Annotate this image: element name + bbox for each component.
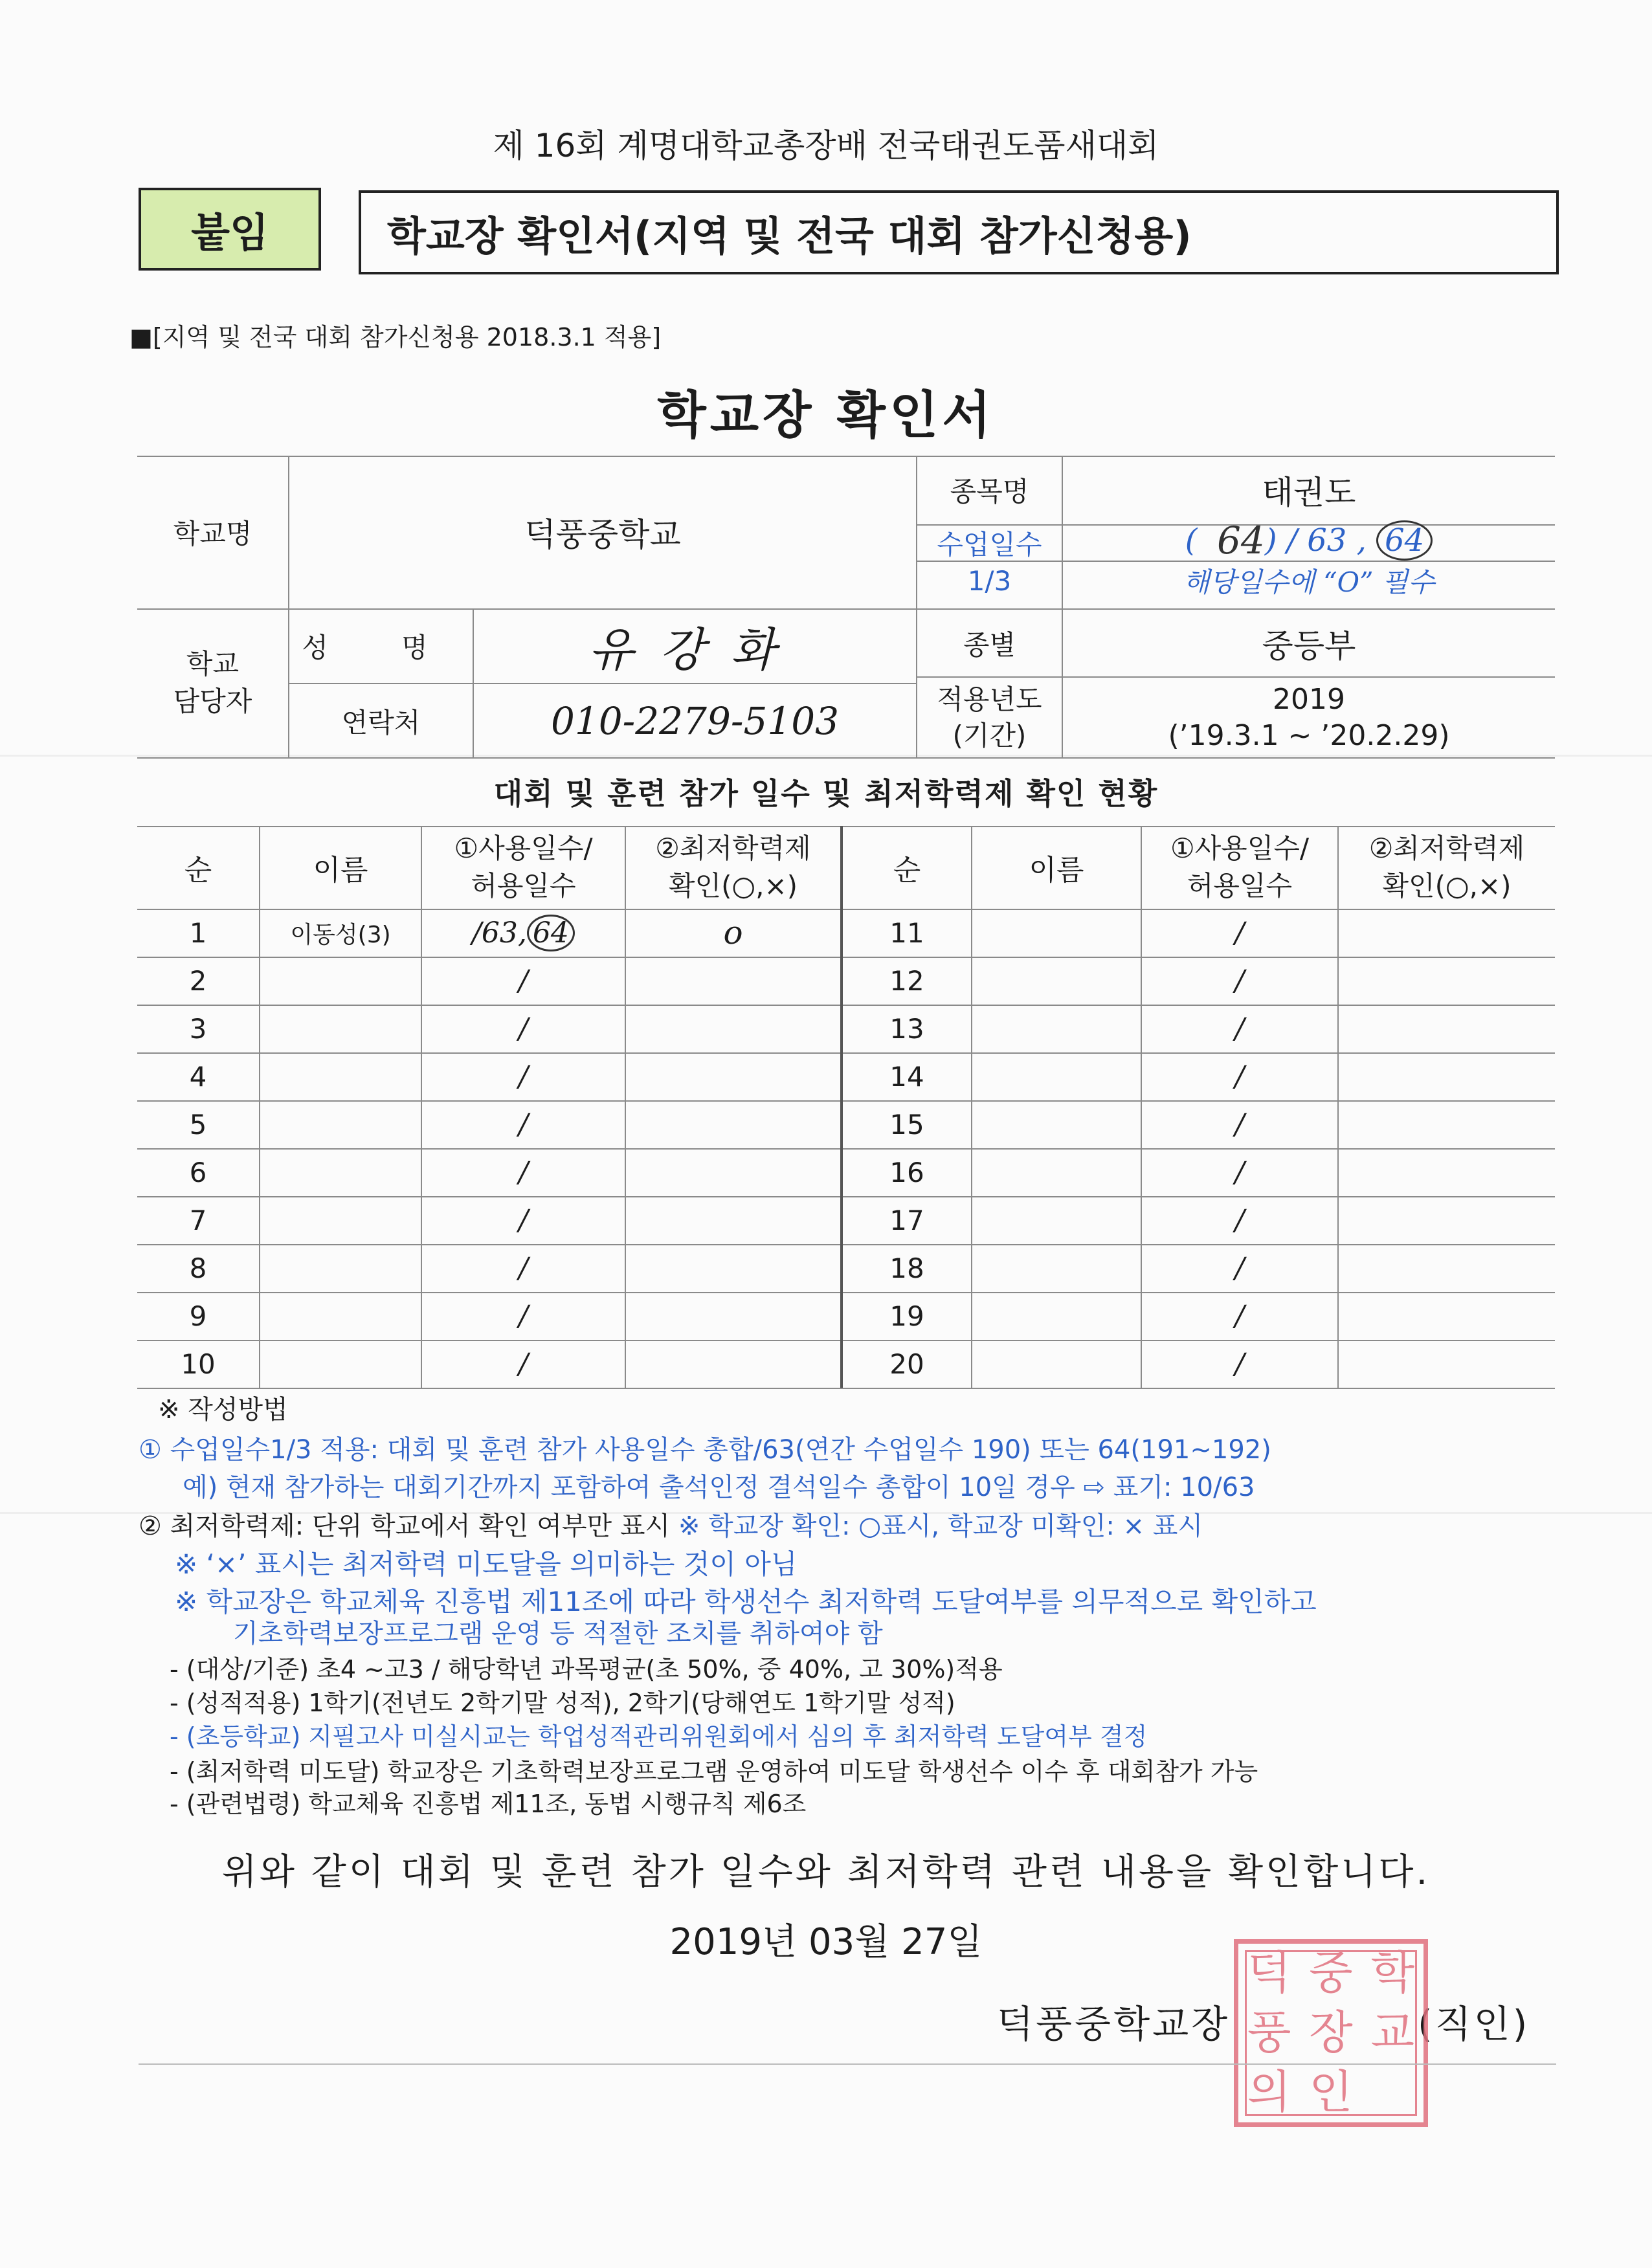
row-name [972,1292,1141,1340]
school-name-value: 덕풍중학교 [524,516,681,553]
circled-days: 64 [527,915,575,951]
row-check: o [723,914,743,951]
row-days: / [519,1251,528,1285]
row-days: / [1234,1060,1245,1093]
school-days-value: ( 64 ) / 63 , 64 [1063,520,1555,561]
row-number: 5 [189,1108,207,1140]
header-check: ②최저학력제 확인(○,×) [655,832,811,902]
note-1-line-1: ① 수업일수1/3 적용: 대회 및 훈련 참가 사용일수 총합/63(연간 수업일수 190) 또는 64(191~192) [139,1435,1271,1465]
notes-heading: ※ 작성방법 [158,1395,288,1425]
row-check [1339,1292,1555,1340]
row-days: / [1234,1251,1245,1285]
row-name [260,1100,421,1148]
row-name [972,1340,1141,1388]
row-name [972,1244,1141,1292]
row-number: 6 [189,1156,207,1188]
note-dash-3: - (초등학교) 지필고사 미실시교는 학업성적관리위원회에서 심의 후 최저학력 도달여부 결정 [170,1722,1148,1751]
row-check [626,957,840,1005]
stamp-characters: 덕 중 학 풍 장 교 의 인 [1247,1946,1415,2118]
row-days: / [519,1203,528,1237]
row-name [260,1005,421,1052]
row-check [1339,909,1555,957]
confirmation-text: 위와 같이 대회 및 훈련 참가 일수와 최저학력 관련 내용을 확인합니다. [221,1851,1431,1893]
applicability-note: ■[지역 및 전국 대회 참가신청용 2018.3.1 적용] [129,323,662,351]
event-value: 태권도 [1262,474,1356,511]
row-check [1339,1340,1555,1388]
attachment-label: 붙임 [139,188,321,271]
note-2-line-1: ② 최저학력제: 단위 학교에서 확인 여부만 표시 ※ 학교장 확인: ○표시, 학교장 미확인: × 표시 [139,1511,1203,1541]
row-number: 7 [189,1204,207,1236]
row-number: 4 [189,1060,207,1093]
header-no: 순 [184,854,212,887]
name-label: 성 명 [302,631,460,663]
table-title: 대회 및 훈련 참가 일수 및 최저학력제 확인 현황 [493,776,1159,811]
row-days: / [519,1155,528,1189]
school-days-note: 해당일수에 “O” 필수 [1183,566,1435,598]
row-check [626,1292,840,1340]
note-2-line-4: 기초학력보장프로그램 운영 등 적절한 조치를 취하여야 함 [233,1619,883,1649]
school-days-ratio: 1/3 [967,564,1012,597]
seal-label: (직인) [1418,2002,1530,2046]
row-name: 이동성(3) [290,921,391,948]
header-days: ①사용일수/ 허용일수 [454,832,593,902]
note-dash-1: - (대상/기준) 초4 ~고3 / 해당학년 과목평균(초 50%, 중 40%, 고 30%)적용 [170,1655,1003,1684]
row-name [972,957,1141,1005]
row-number: 11 [889,917,924,949]
row-number: 14 [889,1060,924,1093]
row-check [626,1148,840,1196]
form-header: 학교장 확인서(지역 및 전국 대회 참가신청용) [359,190,1559,274]
year-label: 적용년도 (기간) [937,683,1042,751]
row-number: 18 [889,1252,924,1284]
row-name [260,1196,421,1244]
note-dash-2: - (성적적용) 1학기(전년도 2학기말 성적), 2학기(당해연도 1학기말 성적) [170,1689,955,1717]
row-number: 12 [889,964,924,997]
row-days: / [519,964,528,997]
header-name: 이름 [313,854,368,887]
row-name [260,957,421,1005]
row-name [972,1148,1141,1196]
row-check [1339,1244,1555,1292]
row-days: / [519,1107,528,1141]
row-check [626,1052,840,1100]
header-no: 순 [893,854,921,887]
contact-label: 연락처 [341,706,421,739]
school-days-label: 수업일수 [937,529,1042,561]
row-number: 20 [889,1348,924,1380]
row-name [260,1292,421,1340]
division-value: 중등부 [1262,627,1356,665]
row-number: 13 [889,1012,924,1045]
division-label: 종별 [963,628,1016,661]
row-name [972,1052,1141,1100]
note-2-line-2: ※ ‘×’ 표시는 최저학력 미도달을 의미하는 것이 아님 [175,1548,798,1580]
note-dash-5: - (관련법령) 학교체육 진흥법 제11조, 동법 시행규칙 제6조 [170,1790,807,1818]
row-number: 15 [889,1108,924,1140]
row-check [1339,957,1555,1005]
row-days: /63, 64 [422,909,625,957]
row-number: 16 [889,1156,924,1188]
row-days: / [1234,1203,1245,1237]
circled-64: 64 [1376,520,1433,561]
year-value: 2019 (’19.3.1 ~ ’20.2.29) [1168,682,1450,752]
official-stamp [1234,1939,1428,2127]
header-name: 이름 [1029,854,1084,887]
document-title: 학교장 확인서 [657,386,995,445]
row-name [972,1100,1141,1148]
header-days: ①사용일수/ 허용일수 [1170,832,1310,902]
row-name [972,909,1141,957]
row-check [1339,1005,1555,1052]
row-check [626,1340,840,1388]
row-days: / [1234,1012,1245,1045]
bottom-rule [139,2063,1556,2065]
document-date: 2019년 03월 27일 [669,1921,983,1963]
row-check [626,1196,840,1244]
row-days: / [1234,964,1245,997]
manager-name-handwritten: 유강화 [588,622,801,677]
row-days: / [1234,1347,1245,1381]
signer: 덕풍중학교장 [997,2002,1231,2046]
row-number: 2 [189,964,207,997]
row-number: 10 [181,1348,216,1380]
row-name [972,1196,1141,1244]
row-check [1339,1100,1555,1148]
row-name [972,1005,1141,1052]
school-name-label: 학교명 [173,518,252,550]
row-check [626,1005,840,1052]
row-days: / [519,1347,528,1381]
row-name [260,1052,421,1100]
row-check [1339,1052,1555,1100]
row-number: 1 [189,917,207,949]
note-dash-4: - (최저학력 미도달) 학교장은 기초학력보장프로그램 운영하여 미도달 학생선수 이수 후 대회참가 가능 [170,1757,1258,1786]
row-number: 3 [189,1012,207,1045]
row-name [260,1244,421,1292]
row-check [626,1244,840,1292]
row-name [260,1148,421,1196]
row-days: / [1234,916,1245,950]
row-days: / [1234,1155,1245,1189]
row-days: / [1234,1299,1245,1333]
manager-label: 학교 담당자 [173,648,252,717]
header-check: ②최저학력제 확인(○,×) [1368,832,1525,902]
row-number: 19 [889,1300,924,1332]
row-days: / [519,1060,528,1093]
contact-handwritten: 010-2279-5103 [550,698,840,743]
row-days: / [519,1299,528,1333]
note-1-line-2: 예) 현재 참가하는 대회기간까지 포함하여 출석인정 결석일수 총합이 10일 경우 ⇨ 표기: 10/63 [183,1473,1255,1502]
row-check [626,1100,840,1148]
row-days: / [1234,1107,1245,1141]
event-title: 제 16회 계명대학교총장배 전국태권도품새대회 [493,127,1159,164]
row-check [1339,1196,1555,1244]
row-number: 8 [189,1252,207,1284]
note-2-line-3: ※ 학교장은 학교체육 진흥법 제11조에 따라 학생선수 최저학력 도달여부를 의무적으로 확인하고 [175,1586,1317,1618]
row-check [1339,1148,1555,1196]
row-name [260,1340,421,1388]
event-label: 종목명 [950,476,1029,507]
row-number: 9 [189,1300,207,1332]
row-number: 17 [889,1204,924,1236]
row-days: / [519,1012,528,1045]
